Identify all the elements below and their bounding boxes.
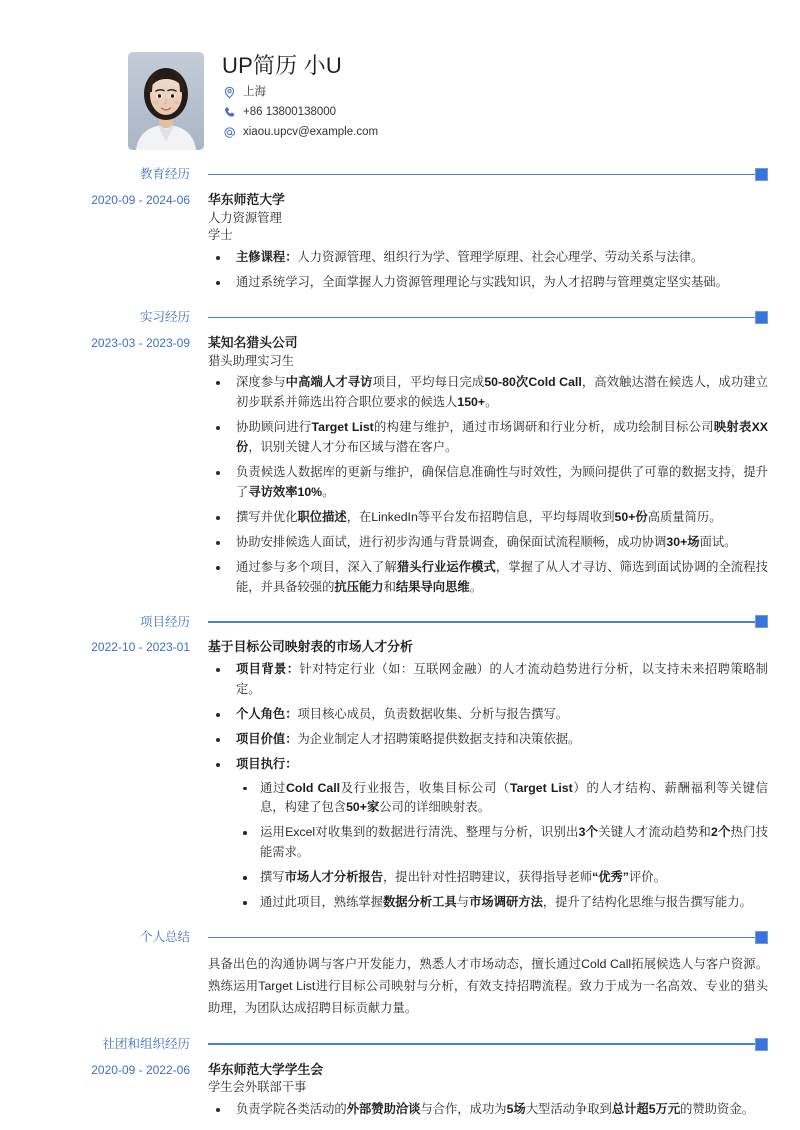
divider-square-marker [755,1038,768,1051]
section-label: 社团和组织经历 [102,1036,190,1051]
entry-body [208,334,800,597]
resume-sections [0,168,800,1120]
contact-phone [222,105,378,119]
entry-organization: 华东师范大学 [208,192,285,207]
bullet-text: 项目执行： [236,756,298,771]
resume-entry [0,191,800,293]
divider-line [208,937,755,939]
section-label: 实习经历 [139,310,190,325]
contact-location [222,85,378,99]
entry-date: 2022-10 - 2023-01 [91,640,190,655]
entry-body [208,1061,800,1120]
bullet-list [208,1100,768,1120]
bullet-text: 通过系统学习，全面掌握人力资源管理理论与实践知识，为人才招聘与管理奠定坚实基础。 [236,275,728,290]
section-header [0,168,800,181]
bullet-text: 负责学院各类活动的外部赞助洽谈与合作，成功为5场大型活动争取到总计超5万元的赞助资金。 [236,1101,754,1116]
entry-subtitle: 学士 [208,228,233,243]
bullet-list [208,660,768,913]
divider-square-marker [755,615,768,628]
location-text: 上海 [243,86,266,99]
entry-subtitle: 猎头助理实习生 [208,353,295,368]
bullet-item [208,248,768,268]
entry-body [208,191,800,293]
bullet-item [208,660,768,700]
bullet-item [208,463,768,503]
bullet-item [208,533,768,553]
bullet-item [208,1100,768,1120]
bullet-text: 项目背景：针对特定行业（如：互联网金融）的人才流动趋势进行分析，以支持未来招聘策略制定。 [236,662,768,696]
bullet-text: 主修课程：人力资源管理、组织行为学、管理学原理、社会心理学、劳动关系与法律。 [236,250,704,265]
bullet-text: 负责候选人数据库的更新与维护，确保信息准确性与时效性，为顾问提供了可靠的数据支持，提升了寻访效率10%。 [236,465,768,499]
entry-body [208,638,800,913]
sub-bullet-item [236,823,768,863]
divider-square-marker [755,931,768,944]
bullet-text: 通过参与多个项目，深入了解猎头行业运作模式，掌握了从人才寻访、筛选到面试协调的全流程技能，并具备较强的抗压能力和结果导向思维。 [236,559,768,594]
entry-organization: 某知名猎头公司 [208,335,298,351]
bullet-item [208,373,768,413]
entry-organization: 基于目标公司映射表的市场人才分析 [208,639,413,655]
entry-organization: 华东师范大学学生会 [208,1061,324,1077]
section-header [0,1038,800,1051]
entry-subtitle: 学生会外联部干事 [208,1080,307,1095]
bullet-text: 项目价值：为企业制定人才招聘策略提供数据支持和决策依据。 [236,731,581,746]
bullet-text: 深度参与中高端人才寻访项目，平均每日完成50-80次Cold Call，高效触达潜在候选人，成功建立初步联系并筛选出符合职位要求的候选人150+。 [236,375,768,410]
divider-square-marker [755,168,768,181]
entry-subtitle: 人力资源管理 [208,210,282,225]
bullet-text: 协助安排候选人面试，进行初步沟通与背景调查，确保面试流程顺畅，成功协调30+场面试。 [236,534,737,549]
divider-line [208,621,755,623]
location-pin-icon [222,85,236,99]
sub-bullet-text: 通过Cold Call及行业报告，收集目标公司（Target List）的人才结构、薪酬福利等关键信息，构建了包含50+家公司的详细映射表。 [260,780,768,815]
section-header [0,931,800,944]
resume-entry [0,334,800,597]
bullet-item [208,705,768,725]
identity-block [222,52,378,139]
resume-entry [0,638,800,913]
section-header [0,615,800,628]
section-label: 项目经历 [139,614,190,629]
divider-line [208,317,755,319]
entry-date [0,954,208,955]
bullet-text: 协助顾问进行Target List的构建与维护，通过市场调研和行业分析，成功绘制目标公司映射表XX份，识别关键人才分布区域与潜在客户。 [236,420,768,455]
entry-date: 2023-03 - 2023-09 [91,336,190,351]
sub-bullet-text: 撰写市场人才分析报告，提出针对性招聘建议，获得指导老师“优秀”评价。 [260,870,666,885]
section-label: 个人总结 [139,930,190,945]
sub-bullet-item [236,779,768,819]
at-email-icon [222,125,236,139]
section-divider [208,168,800,181]
sub-bullet-list [236,779,768,913]
page-title: UP简历 小U [222,53,342,78]
sub-bullet-text: 通过此项目，熟练掌握数据分析工具与市场调研方法，提升了结构化思维与报告撰写能力。 [260,895,752,910]
bullet-item [208,418,768,458]
section-divider [208,1038,800,1051]
section-label: 教育经历 [139,167,190,182]
divider-line [208,174,755,176]
bullet-text: 撰写并优化职位描述，在LinkedIn等平台发布招聘信息，平均每周收到50+份高质量简历。 [236,509,722,524]
section-divider [208,311,800,324]
bullet-list [208,373,768,597]
email-text: xiaou.upcv@example.com [243,126,379,139]
bullet-list [208,248,768,293]
divider-line [208,1043,755,1045]
entry-date: 2020-09 - 2024-06 [91,193,190,207]
entry-body [208,954,800,1020]
divider-square-marker [755,311,768,324]
contact-email [222,125,378,139]
phone-text: +86 13800138000 [243,106,337,119]
bullet-item [208,730,768,750]
bullet-item [208,558,768,598]
bullet-item [208,273,768,293]
sub-bullet-text: 运用Excel对收集到的数据进行清洗、整理与分析，识别出3个关键人才流动趋势和2个热门技能需求。 [260,825,768,860]
entry-date: 2020-09 - 2022-06 [91,1062,190,1077]
resume-entry [0,1061,800,1120]
bullet-item [208,755,768,913]
sub-bullet-item [236,868,768,888]
sub-bullet-item [236,893,768,913]
section-divider [208,615,800,628]
section-header [0,311,800,324]
summary-paragraph: 具备出色的沟通协调与客户开发能力，熟悉人才市场动态，擅长通过Cold Call拓展候选人与客户资源。熟练运用Target List进行目标公司映射与分析，有效支持招聘流程。致力于成为一名高效、专业的猎头助理，为团队达成招聘目标贡献力量。 [208,956,768,1015]
phone-icon [222,105,236,119]
section-divider [208,931,800,944]
bullet-text: 个人角色：项目核心成员，负责数据收集、分析与报告撰写。 [236,706,569,721]
avatar [128,52,204,150]
resume-header [0,0,800,150]
summary-entry [0,954,800,1020]
bullet-item [208,508,768,528]
